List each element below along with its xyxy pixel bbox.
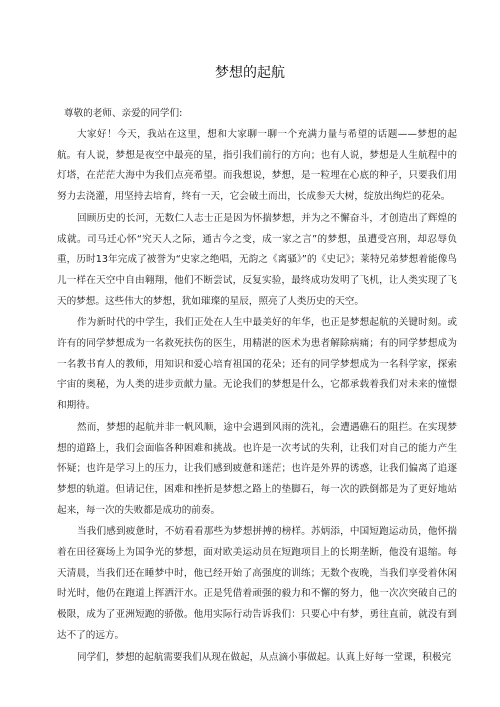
paragraph-1: 大家好！今天，我站在这里，想和大家聊一聊一个充满力量与希望的话题——梦想的起航。有人说，梦想是夜空中最亮的星，指引我们前行的方向；也有人说，梦想是人生航程中的灯塔，在茫茫大海中为我们点亮希望。而我想说，梦想，是一粒埋在心底的种子，只要我们用努力去浇灌，用坚持去培育，终有一天，它会破土而出，长成参天大树，绽放出绚烂的花朵。 [57,129,457,203]
paragraph-3: 作为新时代的中学生，我们正处在人生中最美好的年华，也正是梦想起航的关键时刻。或许有的同学梦想成为一名救死扶伤的医生，用精湛的医术为患者解除病痛；有的同学梦想成为一名教书育人的教师，用知识和爱心培育祖国的花朵；还有的同学梦想成为一名科学家，探索宇宙的奥秘，为人类的进步贡献力量。无论我们的梦想是什么，它都承载着我们对未来的憧憬和期待。 [57,317,457,412]
paragraph-4: 然而，梦想的起航并非一帆风顺，途中会遇到风雨的洗礼，会遭遇礁石的阻拦。在实现梦想的道路上，我们会面临各种困难和挑战。也许是一次考试的失利，让我们对自己的能力产生怀疑；也许是学习上的压力，让我们感到疲惫和迷茫；也许是外界的诱惑，让我们偏离了追逐梦想的轨道。但请记住，困难和挫折是梦想之路上的垫脚石，每一次的跌倒都是为了更好地站起来，每一次的失败都是成功的前奏。 [57,421,457,516]
paragraph-6: 同学们，梦想的起航需要我们从现在做起，从点滴小事做起。认真上好每一堂课，积极完 [77,651,452,663]
paragraph-2: 回顾历史的长河，无数仁人志士正是因为怀揣梦想，并为之不懈奋斗，才创造出了辉煌的成就。司马迁心怀“究天人之际，通古今之变，成一家之言”的梦想，虽遭受宫刑，却忍辱负重，历时13年完成了被誉为“史家之绝唱，无韵之《离骚》”的《史记》；莱特兄弟梦想着能像鸟儿一样在天空中自由翱翔，他们不断尝试，反复实验，最终成功发明了飞机，让人类实现了飞天的梦想。这些伟大的梦想，犹如璀璨的星辰，照亮了人类历史的天空。 [57,212,457,307]
document-body [57,103,457,668]
salutation: 尊敬的老师、亲爱的同学们: [64,108,183,119]
paragraph-5: 当我们感到疲惫时，不妨看看那些为梦想拼搏的榜样。苏炳添，中国短跑运动员，他怀揣着在田径赛场上为国争光的梦想，面对欧美运动员在短跑项目上的长期垄断，他没有退缩。每天清晨，当我们还在睡梦中时，他已经开始了高强度的训练；无数个夜晚，当我们享受着休闲时光时，他仍在跑道上挥洒汗水。正是凭借着顽强的毅力和不懈的努力，他一次次突破自己的极限，成为了亚洲短跑的骄傲。他用实际行动告诉我们：只要心中有梦，勇往直前，就没有到达不了的远方。 [57,526,457,641]
document-title: 梦想的起航 [215,65,285,81]
